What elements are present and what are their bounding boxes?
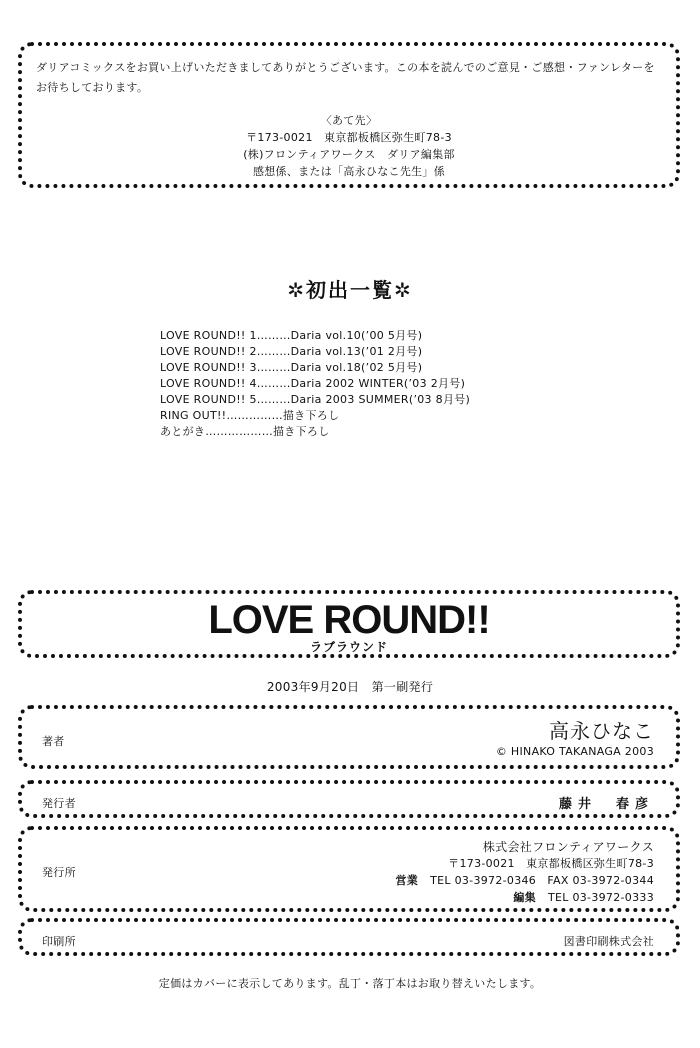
address-heading: 〈あて先〉	[320, 114, 378, 127]
issue-date: 2003年9月20日 第一刷発行	[266, 680, 434, 694]
publishing-house-label: 発行所	[42, 866, 76, 879]
printer-box	[18, 918, 680, 956]
sales-contact-line	[395, 872, 654, 888]
publisher-label: 発行者	[42, 797, 76, 810]
appearance-title: ✲初出一覧✲	[287, 278, 413, 302]
list-item: あとがき………………描き下ろし	[160, 425, 330, 438]
sales-contact: TEL 03-3972-0346 FAX 03-3972-0344	[430, 874, 654, 887]
author-name: 高永ひなこ	[549, 719, 654, 743]
author-box	[18, 705, 680, 769]
publisher-box	[18, 780, 680, 818]
publishing-house-name: 株式会社フロンティアワークス	[482, 840, 654, 854]
author-copyright: © HINAKO TAKANAGA 2003	[495, 745, 654, 758]
appearance-list	[160, 328, 470, 440]
printer-name: 図書印刷株式会社	[563, 935, 654, 948]
author-label: 著者	[42, 735, 65, 748]
letter-intro: ダリアコミックスをお買い上げいただきましてありがとうございます。この本を読んでのご意見・ご感想・ファンレターをお待ちしております。	[36, 61, 655, 94]
list-item: LOVE ROUND!! 4………Daria 2002 WINTER(’03 2月号)	[160, 377, 466, 390]
address-line-recipient: 感想係、または「高永ひなこ先生」係	[252, 165, 446, 178]
list-item: LOVE ROUND!! 2………Daria vol.13(’01 2月号)	[160, 345, 423, 358]
list-item: RING OUT!!……………描き下ろし	[160, 409, 340, 422]
list-item: LOVE ROUND!! 3………Daria vol.18(’02 5月号)	[160, 361, 423, 374]
publisher-name: 藤井 春彦	[558, 797, 654, 812]
book-subtitle: ラブラウンド	[309, 640, 388, 654]
address-block	[22, 112, 676, 180]
sales-label: 営業	[395, 874, 419, 887]
list-item: LOVE ROUND!! 1………Daria vol.10(’00 5月号)	[160, 329, 423, 342]
address-line-company: (株)フロンティアワークス ダリア編集部	[243, 148, 455, 161]
list-item: LOVE ROUND!! 5………Daria 2003 SUMMER(’03 8月号)	[160, 393, 471, 406]
price-note: 定価はカバーに表示してあります。乱丁・落丁本はお取り替えいたします。	[158, 977, 542, 990]
editorial-label: 編集	[513, 891, 536, 904]
publishing-house-box	[18, 826, 680, 912]
publishing-house-address: 〒173-0021 東京都板橋区弥生町78-3	[448, 857, 654, 870]
printer-label: 印刷所	[42, 935, 76, 948]
book-title: LOVE ROUND!!	[208, 598, 490, 642]
editorial-contact-line	[513, 889, 654, 905]
address-line-postal: 〒173-0021 東京都板橋区弥生町78-3	[246, 131, 452, 144]
letter-box	[18, 42, 680, 188]
editorial-contact: TEL 03-3972-0333	[547, 891, 654, 904]
title-box	[18, 590, 680, 658]
